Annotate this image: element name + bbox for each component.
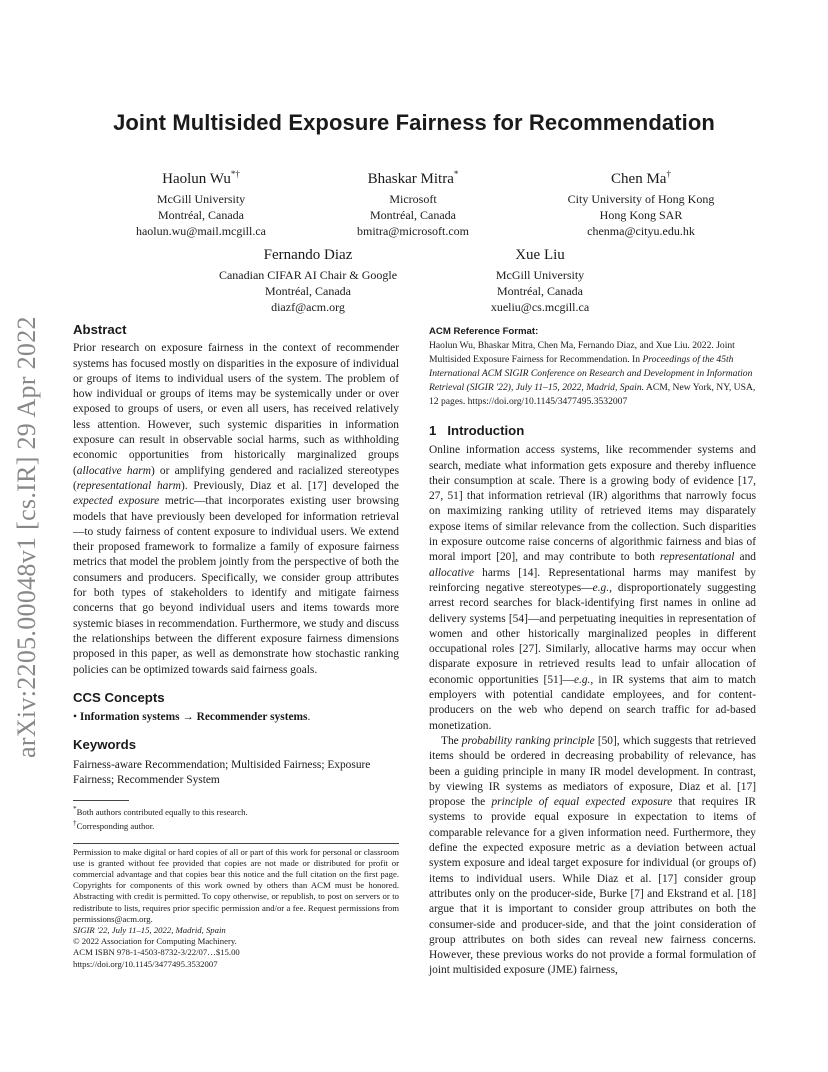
ccs-concepts: • Information systems → Recommender systems. [73, 711, 311, 724]
author-name: Fernando Diaz [263, 247, 353, 263]
footnote-equal-contribution: *Both authors contributed equally to this research. [73, 805, 248, 818]
author-email: xueliu@cs.mcgill.ca [490, 300, 590, 314]
author-block [190, 245, 426, 315]
left-column [73, 322, 399, 970]
abstract-heading: Abstract [73, 322, 127, 337]
author-name: Chen Ma [611, 171, 667, 187]
footnote-corresponding: †Corresponding author. [73, 819, 155, 832]
author-mark: * [453, 169, 459, 179]
intro-paragraph-2: The probability ranking principle [50], which suggests that retrieved items should be ordered in decreasing probability of relevance, has been a guiding principle in many IR model development. In contrast, by viewing IR systems as mediators of exposure, Diaz et al. [17] propose the principle of equal expected exposure that requires IR systems to provide equal exposure in expectation to items of comparable relevance for a given information need. Furthermore, they define the expected exposure metric as a deviation between actual system exposure and ideal target exposure for individual (or groups of) items to individual users. While Diaz et al. [17] consider group attributes only on the producer-side, Burke [7] and Ekstrand et al. [18] argue that it is important to consider group attributes on both the consumer-side and producer-side, and that the joint consideration of group attributes on both sides can reveal new fairness concerns. However, these previous works do not provide a formal formulation of joint multisided exposure (JME) fairness, [429, 734, 756, 977]
abstract-text: Prior research on exposure fairness in the context of recommender systems has focused mostly on disparities in the exposure of individual or groups of items to individual users of the system. The problem of how individual or groups of items may be systemically under or over exposed to groups of users, or even all users, has received relatively less attention. However, such systemic disparities in information exposure can result in observable social harms, such as withholding economic opportunities from historically marginalized groups (allocative harm) or amplifying gendered and racialized stereotypes (representational harm). Previously, Diaz et al. [17] developed the expected exposure metric—that incorporates existing user browsing models that have previously been developed for information retrieval—to study fairness of content exposure to individual users. We extend their proposed framework to formalize a family of exposure fairness metrics that model the problem jointly from the perspective of both the consumers and producers. Specifically, we consider group attributes for both types of stakeholders to identify and mitigate fairness concerns that go beyond individual users and items towards more systemic biases in recommendation. Furthermore, we study and discuss the relationships between the different exposure fairness dimensions proposed in this paper, as well as demonstrate how stochastic ranking policies can be optimized towards said fairness goals. [73, 342, 400, 676]
reference-format-text: Haolun Wu, Bhaskar Mitra, Chen Ma, Fernando Diaz, and Xue Liu. 2022. Joint Multisided Exposure Fairness for Recommendation. In Proceedings of the 45th International ACM SIGIR Conference on Research and Development in Information Retrieval (SIGIR '22), July 11–15, 2022, Madrid, Spain. ACM, New York, NY, USA, 12 pages. https://doi.org/10.1145/3477495.3532007 [429, 340, 756, 407]
doi-link[interactable]: https://doi.org/10.1145/3477495.3532007 [73, 958, 218, 969]
footnotes [73, 804, 399, 832]
author-email: chenma@cityu.edu.hk [587, 224, 695, 238]
author-affiliation: Microsoft [389, 192, 437, 206]
keywords-heading: Keywords [73, 737, 137, 753]
author-affiliation: City University of Hong Kong [567, 192, 715, 206]
author-email: haolun.wu@mail.mcgill.ca [135, 224, 267, 238]
author-location: Montréal, Canada [158, 208, 244, 222]
author-block [313, 164, 513, 239]
isbn: ACM ISBN 978-1-4503-8732-3/22/07…$15.00 [73, 947, 240, 958]
author-mark: † [666, 169, 671, 179]
reference-format-heading: ACM Reference Format: [429, 326, 539, 337]
permission-text: Permission to make digital or hard copies of all or part of this work for personal or classroom use is granted without fee provided that copies are not made or distributed for profit or commercial advantage and that copies bear this notice and the full citation on the first page. Copyrights for components of this work owned by others than ACM must be honored. Abstracting with credit is permitted. To copy otherwise, or republish, to post on servers or to redistribute to lists, requires prior specific permission and/or a fee. Request permissions from permissions@acm.org. [73, 846, 399, 924]
footnote-rule [73, 800, 129, 801]
arxiv-identifier: arXiv:2205.00048v1 [cs.IR] 29 Apr 2022 [12, 316, 41, 758]
keywords-text: Fairness-aware Recommendation; Multisided Fairness; Exposure Fairness; Recommender System [73, 758, 371, 787]
author-location: Montréal, Canada [370, 208, 456, 222]
author-email: diazf@acm.org [271, 300, 345, 314]
acm-reference-format [429, 325, 756, 409]
author-block [530, 164, 752, 239]
author-affiliation: McGill University [156, 192, 246, 206]
author-affiliation: Canadian CIFAR AI Chair & Google [218, 268, 398, 282]
introduction-heading: 1 Introduction [429, 423, 525, 438]
ccs-heading: CCS Concepts [73, 689, 165, 705]
paper-title: Joint Multisided Exposure Fairness for Recommendation [113, 110, 715, 135]
author-name: Bhaskar Mitra [367, 171, 454, 187]
intro-paragraph-1: Online information access systems, like recommender systems and search, mediate what information gets exposure and thereby influence their consumption at scale. There is a growing body of evidence [17, 27, 51] that information retrieval (IR) algorithms that narrowly focus on maximizing ranking utility of retrieved items may disparately expose items of similar relevance from the collection. Such disparities in exposure outcome raise concerns of algorithmic fairness and bias of moral import [20], and may contribute to both representational and allocative harms [14]. Representational harms may manifest by reinforcing negative stereotypes—e.g., disproportionately suggesting arrest record searches for black-identifying first names in online ad delivery systems [54]—and perpetuating inequities in representation of women and other historically marginalized peoples in different occupational roles [27]. Similarly, allocative harms may occur when disparate exposure in retrieved results lead to unfair allocation of economic opportunities [51]—e.g., in IR systems that aim to match employers with potential candidate employees, and for content-producers on the web who depend on search traffic for ad-based monetization. [429, 444, 756, 732]
author-name: Haolun Wu [162, 171, 231, 187]
author-name: Xue Liu [515, 247, 565, 263]
author-block [90, 164, 312, 239]
author-affiliation: McGill University [495, 268, 585, 282]
author-location: Montréal, Canada [265, 284, 351, 298]
right-column [429, 325, 756, 979]
author-block [430, 245, 650, 315]
author-location: Montréal, Canada [497, 284, 583, 298]
author-mark: *† [230, 169, 240, 179]
copyright: © 2022 Association for Computing Machinery. [73, 936, 237, 947]
permission-rule [73, 843, 399, 844]
author-email: bmitra@microsoft.com [356, 224, 470, 238]
author-location: Hong Kong SAR [599, 208, 683, 222]
permission-block [73, 847, 399, 970]
venue: SIGIR '22, July 11–15, 2022, Madrid, Spain [73, 924, 226, 935]
